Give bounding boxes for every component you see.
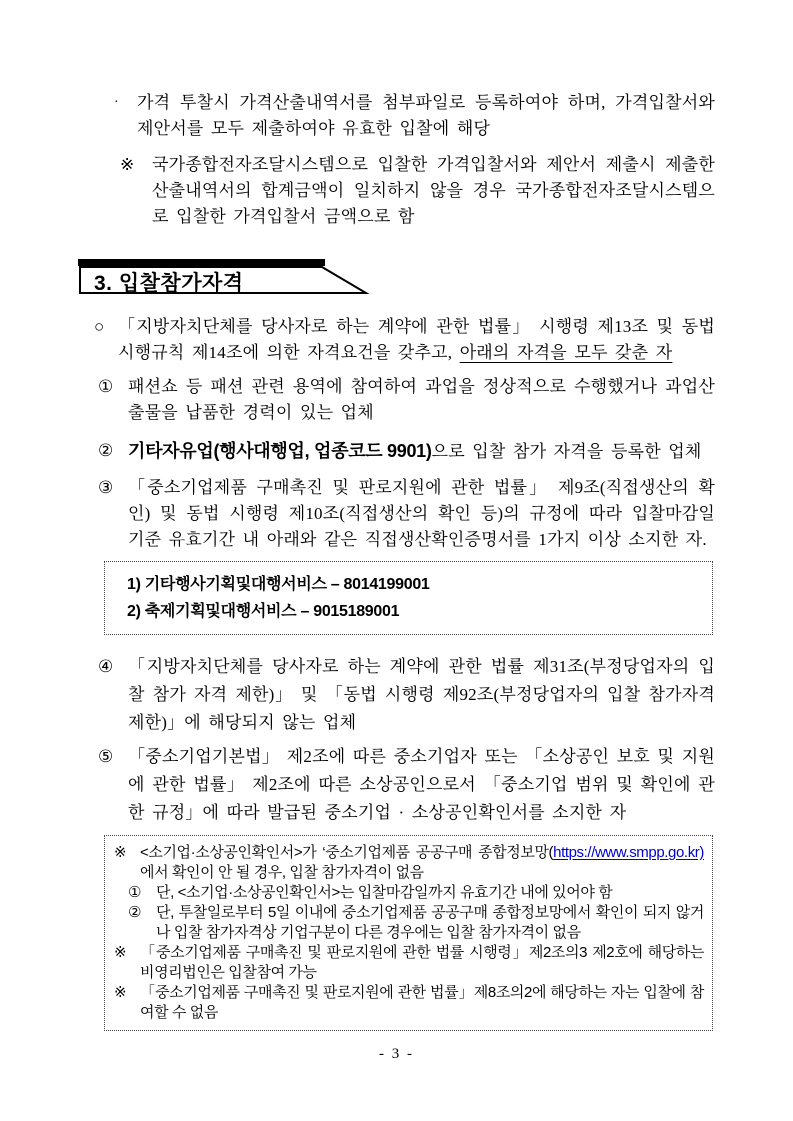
notice-2-mark: ※: [114, 944, 127, 961]
cert-line-1: 1) 기타행사기획및대행서비스 – 8014199001: [127, 576, 430, 593]
notice-1-text-pre: <소기업·소상공인확인서>가 ‘중소기업제품 공공구매 종합정보망(: [140, 844, 554, 861]
item-2-number: ②: [98, 441, 114, 460]
notice-sub-1-number: ①: [128, 884, 142, 901]
item-2-bold-text: 기타자유업(행사대행업, 업종코드 9901): [128, 441, 432, 461]
notice-2-text: 「중소기업제품 구매촉진 및 판로지원에 관한 법률 시행령」제2조의3 제2호에 해당하는 비영리법인은 입찰참여 가능: [140, 944, 704, 981]
qualification-lead-paragraph: [94, 314, 715, 366]
price-bid-requirement-paragraph: [114, 90, 715, 142]
qualification-item-4: [98, 653, 715, 737]
qualification-item-1: [98, 374, 715, 426]
qualification-item-2: [98, 438, 715, 465]
item-5-text: 「중소기업기본법」 제2조에 따른 중소기업자 또는 「소상공인 보호 및 지원에 관한 법률」 제2조에 따른 소상공인으로서 「중소기업 범위 및 확인에 관한 규정」에 따라 발급된 중소기업 · 소상공인확인서를 소지한 자: [128, 747, 715, 822]
cert-line-2: 2) 축제기획및대행서비스 – 9015189001: [127, 603, 400, 620]
qualification-lead-text: 「지방자치단체를 당사자로 하는 계약에 관한 법률」 시행령 제13조 및 동법 시행규칙 제14조에 의한 자격요건을 갖추고,: [118, 317, 715, 362]
item-1-text: 패션쇼 등 패션 관련 용역에 참여하여 과업을 정상적으로 수행했거나 과업산출물을 납품한 경력이 있는 업체: [128, 377, 715, 422]
bullet-dot-marker: ·: [114, 95, 119, 110]
circle-bullet-marker: ○: [94, 317, 105, 336]
item-3-number: ③: [98, 478, 114, 497]
g2b-system-note-paragraph: [120, 152, 715, 230]
notice-1-mark: ※: [114, 844, 127, 861]
document-content: [78, 90, 715, 1031]
qualification-item-3: [98, 475, 715, 553]
notice-sub-2-text: 단, 투찰일로부터 5일 이내에 중소기업제품 공공구매 종합정보망에서 확인이 되지 않거나 입찰 참가자격상 기업구분이 다른 경우에는 입찰 참가자격이 없음: [156, 904, 704, 941]
price-bid-requirement-text: 가격 투찰시 가격산출내역서를 첨부파일로 등록하여야 하며, 가격입찰서와 제안서를 모두 제출하여야 유효한 입찰에 해당: [137, 93, 715, 138]
page-number: - 3 -: [379, 1046, 414, 1062]
reference-mark: ※: [120, 155, 135, 174]
direct-production-cert-box: [104, 561, 713, 635]
qualification-item-5: [98, 743, 715, 827]
notice-3: [114, 983, 704, 1023]
notice-2: [114, 943, 704, 983]
notice-box: [104, 835, 713, 1031]
item-4-text: 「지방자치단체를 당사자로 하는 계약에 관한 법률 제31조(부정당업자의 입찰 참가 자격 제한)」 및 「동법 시행령 제92조(부정당업자의 입찰 참가자격 제한)」에 해당되지 않는 업체: [128, 657, 715, 732]
qualification-lead-underlined-text: 아래의 자격을 모두 갖춘 자: [459, 343, 673, 362]
notice-1-sub-2: [128, 903, 704, 943]
item-1-number: ①: [98, 377, 114, 396]
item-5-number: ⑤: [98, 747, 114, 766]
notice-3-mark: ※: [114, 984, 127, 1001]
g2b-system-note-text: 국가종합전자조달시스템으로 입찰한 가격입찰서와 제안서 제출시 제출한 산출내역서의 합계금액이 일치하지 않을 경우 국가종합전자조달시스템으로 입찰한 가격입찰서 금액으로 함: [152, 155, 715, 226]
item-4-number: ④: [98, 657, 114, 676]
notice-1: [114, 843, 704, 883]
item-3-text: 「중소기업제품 구매촉진 및 판로지원에 관한 법률」 제9조(직접생산의 확인) 및 동법 시행령 제10조(직접생산의 확인 등)의 규정에 따라 입찰마감일 기준 유효기간 내 아래와 같은 직접생산확인증명서를 1가지 이상 소지한 자.: [128, 478, 715, 549]
section-title: 3. 입찰참가자격: [94, 272, 244, 295]
notice-3-text: 「중소기업제품 구매촉진 및 판로지원에 관한 법률」제8조의2에 해당하는 자는 입찰에 참여할 수 없음: [140, 984, 704, 1021]
notice-1-sub-1: [128, 883, 704, 903]
item-2-text: 으로 입찰 참가 자격을 등록한 업체: [431, 442, 702, 461]
notice-sub-1-text: 단, <소기업·소상공인확인서>는 입찰마감일까지 유효기간 내에 있어야 함: [156, 884, 613, 901]
smpp-link[interactable]: https://www.smpp.go.kr): [553, 844, 704, 861]
notice-sub-2-number: ②: [128, 904, 142, 921]
section-banner: [78, 258, 370, 296]
notice-1-text-post: 에서 확인이 안 될 경우, 입찰 참가자격이 없음: [140, 864, 424, 881]
